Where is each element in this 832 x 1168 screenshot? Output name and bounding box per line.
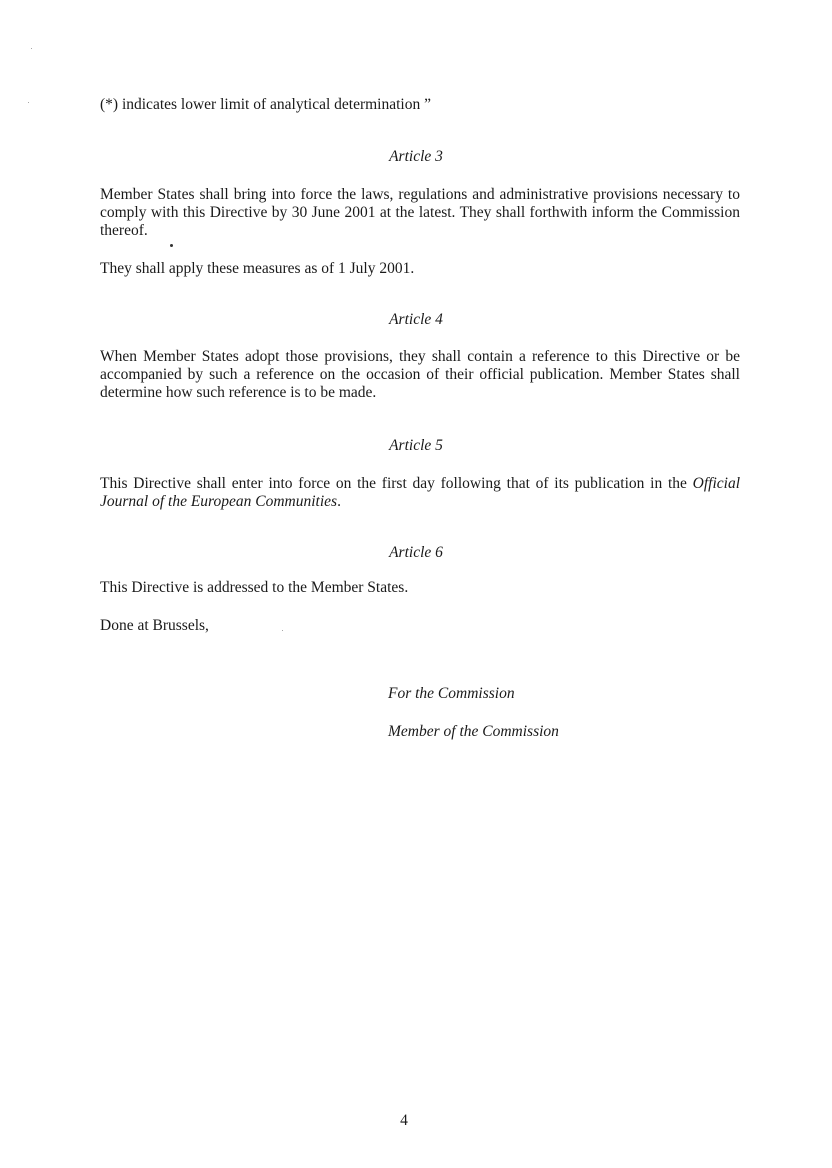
article-5-heading-text: Article 5 xyxy=(389,437,443,454)
article-5-text-before-journal: This Directive shall enter into force on the first day following that of its publication in the xyxy=(100,475,687,492)
article-5-paragraph-1 xyxy=(100,475,740,511)
article-3-paragraph-2: They shall apply these measures as of 1 July 2001. xyxy=(100,260,415,277)
article-4-heading-text: Article 4 xyxy=(389,311,443,328)
scan-speck xyxy=(170,244,173,247)
article-6-heading xyxy=(0,544,832,562)
signature-for-the-commission: For the Commission xyxy=(388,685,515,702)
scan-speck xyxy=(31,48,32,49)
article-5-heading xyxy=(0,437,832,455)
article-3-heading-text: Article 3 xyxy=(389,148,443,165)
article-6-paragraph-1: This Directive is addressed to the Member States. xyxy=(100,579,409,596)
article-6-heading-text: Article 6 xyxy=(389,544,443,561)
footnote-analytical-limit: (*) indicates lower limit of analytical determination ” xyxy=(100,96,431,113)
article-3-heading xyxy=(0,148,832,166)
scan-speck xyxy=(282,630,283,631)
page-number: 4 xyxy=(400,1112,408,1129)
article-4-paragraph-1: When Member States adopt those provisions, they shall contain a reference to this Directive or be accompanied by such a reference on the occasion of their official publication. Member States shall determine how such reference is to be made. xyxy=(100,348,740,401)
official-journal-name: Official Journal of the European Communities xyxy=(100,475,740,510)
article-4-heading xyxy=(0,311,832,329)
done-at-brussels: Done at Brussels, xyxy=(100,617,209,634)
scan-speck xyxy=(28,102,29,103)
signature-member-of-the-commission: Member of the Commission xyxy=(388,723,559,740)
article-3-paragraph-1: Member States shall bring into force the laws, regulations and administrative provisions necessary to comply with this Directive by 30 June 2001 at the latest. They shall forthwith inform the Commission thereof. xyxy=(100,186,740,239)
article-5-text-after-journal: . xyxy=(337,493,341,510)
